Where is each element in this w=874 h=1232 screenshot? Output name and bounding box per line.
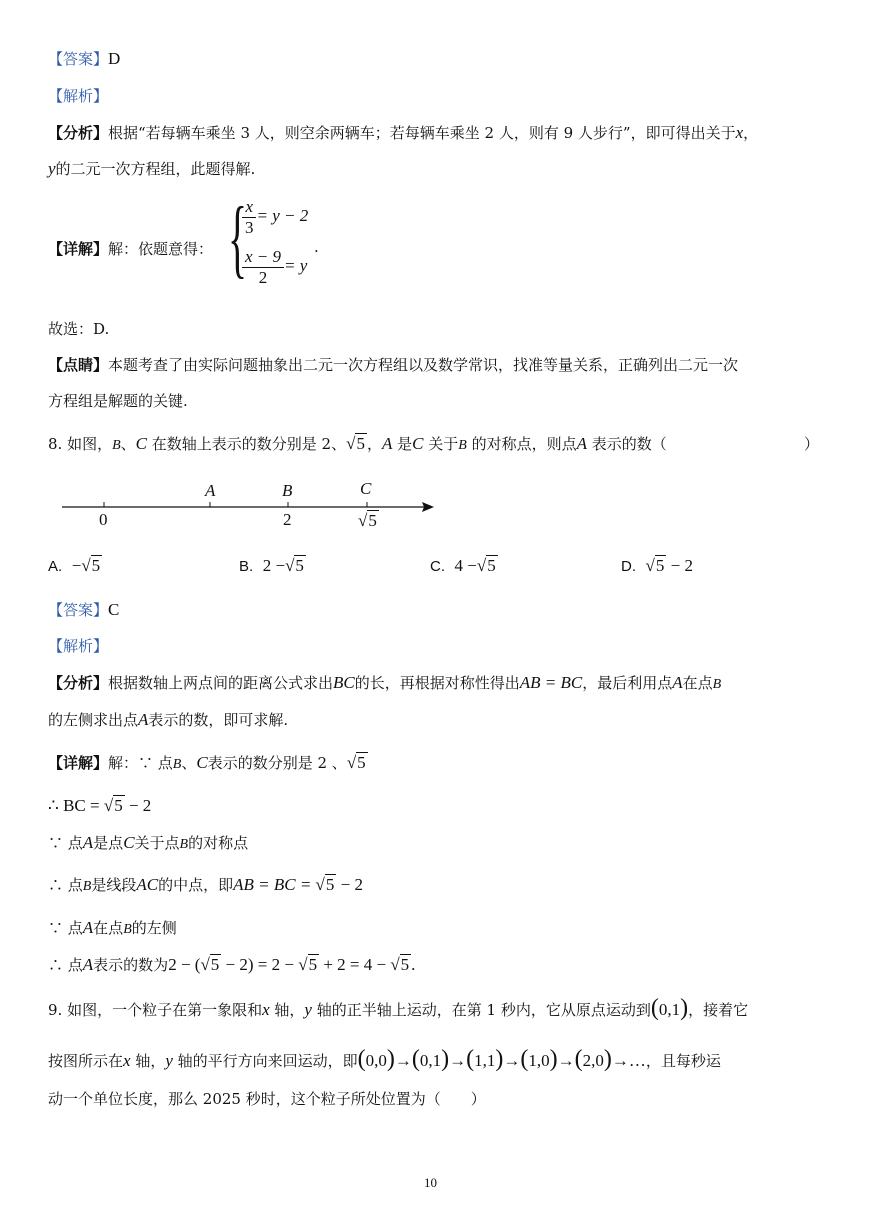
step-text: 的对称点 xyxy=(188,834,249,852)
step-text: ∵ 点 xyxy=(48,919,83,937)
q9-text: 按图所示在 xyxy=(48,1052,124,1070)
label-A: A xyxy=(205,481,216,500)
comma: ， xyxy=(743,124,759,142)
var-A: A xyxy=(138,710,149,729)
step-text: 的左侧 xyxy=(131,919,177,937)
radicand: 5 xyxy=(357,753,366,772)
q8-detail-line xyxy=(48,752,368,773)
q9-line1: 9. 如图，一个粒子在第一象限和x 轴，y 轴的正半轴上运动，在第 1 秒内，它从原点运动到(0,1)，接着它 xyxy=(48,995,749,1021)
fenxi-text-2: 的二元一次方程组，此题得解. xyxy=(55,160,256,178)
step-text: ∴ 点 xyxy=(48,876,83,894)
label-C: C xyxy=(360,479,372,498)
var-x: x xyxy=(735,123,744,142)
var-A: A xyxy=(82,833,94,852)
stem-part: ， xyxy=(366,435,382,453)
arrow-right-icon: → xyxy=(449,1051,467,1070)
option-C[interactable] xyxy=(430,556,498,576)
arrow-right-icon: → xyxy=(557,1051,575,1070)
eq-AB-BC: AB = BC = xyxy=(233,875,316,894)
var-C: C xyxy=(412,434,424,453)
eq2-numerator: x − 9 xyxy=(242,247,284,268)
stem-part: 在数轴上表示的数分别是 2、 xyxy=(147,435,347,453)
step-text: 关于点 xyxy=(134,834,180,852)
var-B: B xyxy=(179,837,189,852)
option-post: − 2 xyxy=(666,556,693,575)
fenxi-text: 的左侧求出点 xyxy=(48,711,139,729)
q9-line3: 动一个单位长度，那么 2025 秒时，这个粒子所处位置为（ ） xyxy=(48,1090,486,1108)
var-B: B xyxy=(123,922,132,937)
stem-part: 、 xyxy=(120,435,136,453)
option-letter: B. xyxy=(239,558,254,575)
radicand: 5 xyxy=(400,955,410,974)
q7-answer-line xyxy=(48,48,120,69)
step-text: 是点 xyxy=(93,834,124,852)
fenxi-text: ，最后利用点 xyxy=(582,674,673,692)
var-B: B xyxy=(172,757,182,772)
radicand: 5 xyxy=(91,556,101,575)
step-text: 表示的数为 xyxy=(93,956,169,974)
sqrt-symbol: √ xyxy=(200,955,210,974)
q7-comment-line2: 方程组是解题的关键. xyxy=(48,392,188,410)
point-coord: 0,1 xyxy=(658,1000,681,1019)
eq2-denominator: 2 xyxy=(258,267,268,287)
equation-system xyxy=(228,190,338,300)
eq1-numerator: x xyxy=(242,197,256,218)
tick-label-sqrt5 xyxy=(358,511,379,531)
number-line-figure xyxy=(58,472,438,534)
q7-fenxi-line1 xyxy=(48,122,758,143)
step-text: ∴ BC = xyxy=(48,796,104,815)
q9-text: 轴， xyxy=(130,1052,166,1070)
option-letter: C. xyxy=(430,558,445,575)
stem-part: 的对称点，则点 xyxy=(466,435,577,453)
step-text: ∴ 点 xyxy=(48,956,83,974)
q8-answer-line xyxy=(48,599,119,620)
q9-text: 9. 如图，一个粒子在第一象限和 xyxy=(48,1001,263,1019)
detail-tag: 【详解】 xyxy=(48,240,109,258)
q8-fenxi-line2 xyxy=(48,709,288,730)
var-B: B xyxy=(458,438,467,453)
fenxi-text: 表示的数，即可求解. xyxy=(148,711,289,729)
step-text: 是线段 xyxy=(91,876,137,894)
var-x: x xyxy=(262,1000,270,1019)
arrow-right-icon: → xyxy=(503,1051,521,1070)
q8-stem xyxy=(48,433,667,454)
var-B: B xyxy=(112,438,121,453)
detail-tag: 【详解】 xyxy=(48,754,109,772)
radicand: 5 xyxy=(308,955,318,974)
eq1-rhs: = y − 2 xyxy=(256,206,309,226)
fenxi-text: 根据数轴上两点间的距离公式求出 xyxy=(108,674,334,692)
radicand: 5 xyxy=(356,434,365,453)
eq-period: . xyxy=(314,238,319,256)
answer-tag: 【答案】 xyxy=(48,601,109,619)
answer-value: D xyxy=(108,49,121,68)
stem-part: 关于 xyxy=(423,435,459,453)
ellipsis: … xyxy=(628,1051,646,1070)
radicand: 5 xyxy=(325,875,335,894)
var-C: C xyxy=(135,434,148,453)
sqrt-symbol: √ xyxy=(358,511,368,530)
var-x: x xyxy=(123,1051,131,1070)
q7-analysis-tag: 【解析】 xyxy=(48,87,109,105)
q8-step4 xyxy=(48,917,177,938)
point-coord: 0,0 xyxy=(365,1051,387,1070)
radicand: 5 xyxy=(210,955,220,974)
var-A: A xyxy=(82,955,94,974)
tick-label-0: 0 xyxy=(99,510,108,529)
fenxi-text: 的长，再根据对称性得出 xyxy=(354,674,520,692)
var-B: B xyxy=(712,677,722,692)
q8-stem-close-paren: ） xyxy=(804,435,820,453)
q9-text: 轴， xyxy=(269,1001,305,1019)
detail-text: 解：∵ 点 xyxy=(108,754,173,772)
sqrt-symbol: √ xyxy=(298,955,308,974)
radicand: 5 xyxy=(655,556,665,575)
option-letter: D. xyxy=(621,558,636,575)
tick-label-2: 2 xyxy=(283,510,292,529)
eq2-rhs: = y xyxy=(284,256,308,276)
answer-value: C xyxy=(108,600,120,619)
equation-2 xyxy=(242,247,307,287)
comment-text-1: 本题考查了由实际问题抽象出二元一次方程组以及数学常识，找准等量关系，正确列出二元一次 xyxy=(108,356,739,374)
option-pre: 4 − xyxy=(454,556,477,575)
q9-text: ，接着它 xyxy=(688,1001,749,1019)
radicand: 5 xyxy=(114,796,123,815)
option-letter: A. xyxy=(48,558,63,575)
arrow-right-icon: → xyxy=(611,1051,629,1070)
step-eq: + 2 = 4 − xyxy=(319,955,391,974)
sqrt-symbol: √ xyxy=(346,434,356,453)
point-coord: 2,0 xyxy=(582,1051,604,1070)
q9-line2: 按图所示在x 轴，y 轴的平行方向来回运动，即(0,0)→(0,1)→(1,1)→(1,0)→(2,0)→…，且每秒运 xyxy=(48,1046,721,1072)
stem-part: 8. 如图， xyxy=(48,435,113,453)
comment-tag: 【点睛】 xyxy=(48,356,109,374)
option-pre: 2 − xyxy=(262,556,286,575)
q8-step1 xyxy=(48,796,151,816)
point-coord: 1,1 xyxy=(474,1051,496,1070)
step-eq: − 2) = 2 − xyxy=(221,955,299,974)
option-A[interactable] xyxy=(48,556,102,576)
q9-text: 轴的平行方向来回运动，即 xyxy=(172,1052,358,1070)
q7-comment-line1 xyxy=(48,354,738,375)
q8-step2 xyxy=(48,832,248,853)
eq1-denominator: 3 xyxy=(245,217,254,237)
radicand: 5 xyxy=(295,556,304,575)
sqrt-symbol: √ xyxy=(81,556,91,575)
detail-text: 表示的数分别是 2 、 xyxy=(207,754,347,772)
option-B[interactable] xyxy=(239,556,306,576)
var-A: A xyxy=(576,434,587,453)
var-y: y xyxy=(48,159,56,178)
sqrt-symbol: √ xyxy=(315,875,325,894)
var-BC: BC xyxy=(333,673,355,692)
label-B: B xyxy=(282,481,293,500)
arrow-right-icon: → xyxy=(394,1051,412,1070)
point-coord: 1,0 xyxy=(528,1051,550,1070)
var-C: C xyxy=(196,753,208,772)
var-B: B xyxy=(82,879,92,894)
left-brace: { xyxy=(228,190,248,287)
q8-step5 xyxy=(48,954,415,975)
sqrt-symbol: √ xyxy=(285,556,295,575)
step-text: − 2 xyxy=(124,796,152,815)
var-A: A xyxy=(381,434,393,453)
q8-analysis-tag: 【解析】 xyxy=(48,637,109,655)
q7-detail-line xyxy=(48,238,213,259)
q8-step3 xyxy=(48,874,363,895)
option-D[interactable] xyxy=(621,556,693,576)
option-pre: − xyxy=(71,556,82,575)
radicand: 5 xyxy=(487,556,496,575)
sqrt-symbol: √ xyxy=(476,556,487,575)
stem-part: 是 xyxy=(392,435,413,453)
var-AC: AC xyxy=(136,875,159,894)
q8-fenxi-line1 xyxy=(48,672,721,693)
var-C: C xyxy=(123,833,135,852)
var-A: A xyxy=(82,918,94,937)
q7-fenxi-line2 xyxy=(48,158,255,179)
sqrt-symbol: √ xyxy=(346,753,357,772)
var-y: y xyxy=(165,1051,173,1070)
step-eq: 2 − ( xyxy=(168,955,201,974)
fenxi-tag: 【分析】 xyxy=(48,674,109,692)
sqrt-symbol: √ xyxy=(103,796,114,815)
step-text: 的中点，即 xyxy=(158,876,234,894)
q9-text: 轴的正半轴上运动，在第 1 秒内，它从原点运动到 xyxy=(311,1001,651,1019)
var-A: A xyxy=(672,673,683,692)
sqrt-symbol: √ xyxy=(390,955,400,974)
fenxi-tag: 【分析】 xyxy=(48,124,109,142)
equation-1 xyxy=(242,197,308,237)
answer-tag: 【答案】 xyxy=(48,50,109,68)
number-line-svg xyxy=(58,472,438,534)
sqrt-symbol: √ xyxy=(645,556,655,575)
fenxi-text: 在点 xyxy=(682,674,713,692)
page-number: 10 xyxy=(424,1175,437,1190)
step-text: 在点 xyxy=(93,919,124,937)
radicand: 5 xyxy=(368,511,377,530)
q7-choose: 故选：D. xyxy=(48,320,110,338)
stem-part: 表示的数（ xyxy=(587,435,667,453)
detail-text: 解：依题意得： xyxy=(108,240,214,258)
point-coord: 0,1 xyxy=(419,1051,442,1070)
detail-text: 、 xyxy=(181,754,197,772)
step-text: − 2 xyxy=(336,875,363,894)
step-text: ∵ 点 xyxy=(48,834,83,852)
q9-text: ，且每秒运 xyxy=(645,1052,721,1070)
fenxi-text: 根据“若每辆车乘坐 3 人，则空余两辆车；若每辆车乘坐 2 人，则有 9 人步行”，即可得出关于 xyxy=(108,124,736,142)
var-y: y xyxy=(304,1000,312,1019)
eq-AB-BC: AB = BC xyxy=(519,673,583,692)
step-eq: . xyxy=(411,955,416,974)
